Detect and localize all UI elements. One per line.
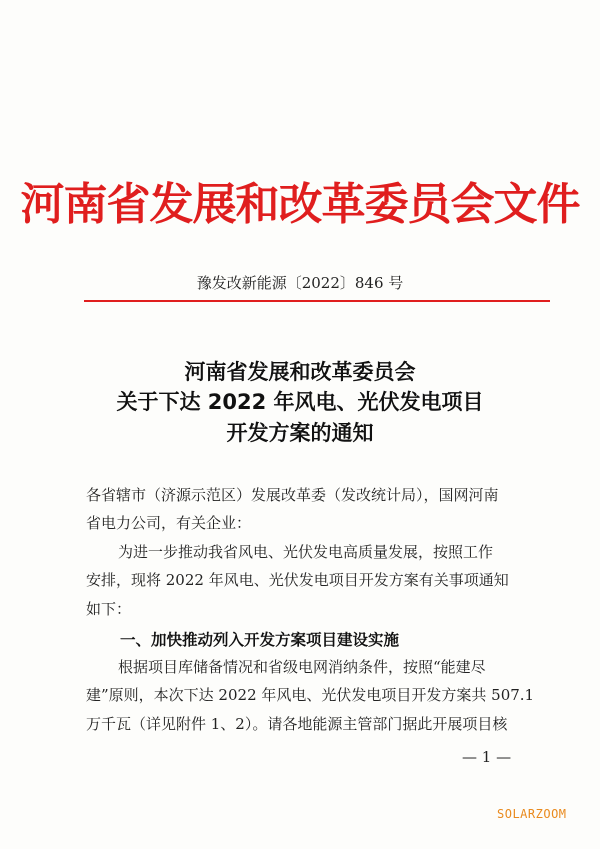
body-line-4: 安排，现将 2022 年风电、光伏发电项目开发方案有关事项通知 [86, 571, 509, 589]
notice-title-line-2: 关于下达 2022 年风电、光伏发电项目 [116, 390, 484, 414]
body-line-7: 建”原则，本次下达 2022 年风电、光伏发电项目开发方案共 507.1 [86, 686, 535, 704]
document-header-title: 河南省发展和改革委员会文件 [20, 179, 580, 230]
solarzoom-watermark: SOLARZOOM [497, 807, 567, 821]
section-heading-1: 一、加快推动列入开发方案项目建设实施 [120, 631, 400, 649]
notice-title-line-3: 开发方案的通知 [226, 421, 374, 445]
document-number: 豫发改新能源〔2022〕846 号 [196, 274, 404, 292]
body-line-5: 如下： [86, 600, 132, 618]
red-divider-line [84, 300, 550, 302]
body-line-2: 省电力公司，有关企业： [86, 514, 252, 532]
body-line-3: 为进一步推动我省风电、光伏发电高质量发展，按照工作 [118, 543, 494, 561]
body-line-8: 万千瓦（详见附件 1、2）。请各地能源主管部门据此开展项目核 [86, 715, 508, 733]
body-line-6: 根据项目库储备情况和省级电网消纳条件，按照“能建尽 [118, 658, 486, 676]
page-number: — 1 — [462, 748, 512, 766]
body-line-1: 各省辖市（济源示范区）发展改革委（发改统计局），国网河南 [86, 486, 499, 504]
notice-title-line-1: 河南省发展和改革委员会 [184, 360, 416, 384]
